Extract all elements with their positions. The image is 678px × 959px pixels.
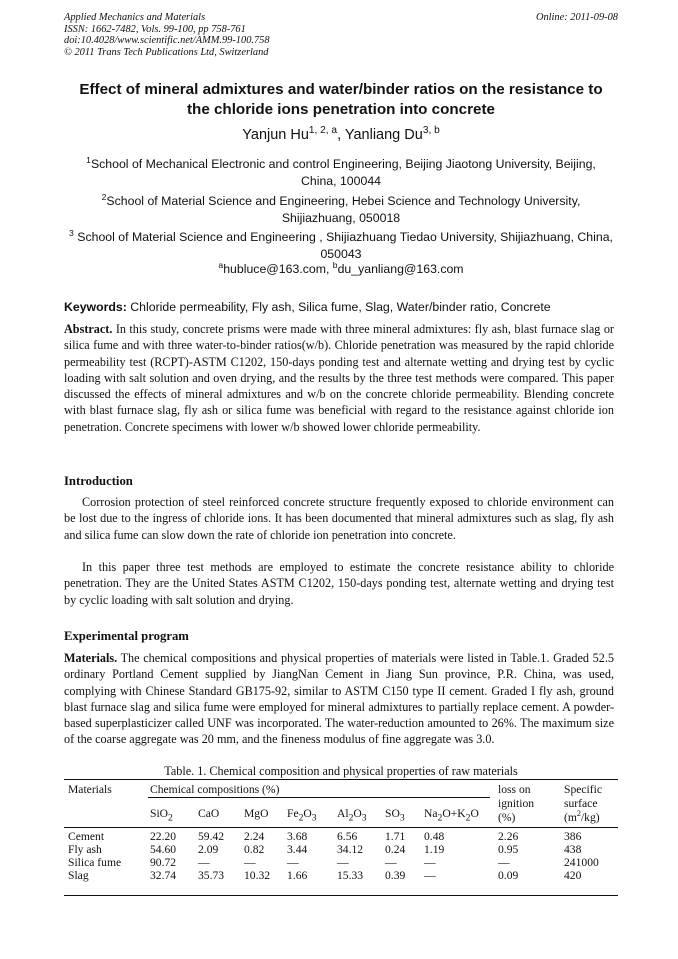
cell-mgo: 10.32 [244,869,271,882]
cell-fe2o3: 3.68 [287,830,308,843]
materials-paragraph [64,650,614,748]
cell-al2o3: 34.12 [337,843,364,856]
copyright-line: © 2011 Trans Tech Publications Ltd, Switzerland [64,46,269,58]
cell-al2o3: — [337,856,349,869]
cell-na2o-k2o: — [424,856,436,869]
cell-material: Cement [68,830,105,843]
abstract-label: Abstract. [64,322,113,336]
cell-so3: 1.71 [385,830,406,843]
abstract-text: In this study, concrete prisms were made with three mineral admixtures: fly ash, blast furnace slag or silica fume and with three water-to-binder ratios(w/b). Chloride penetration was measured by the rapid chloride permeability test (RCPT)-ASTM C1202, 150-days ponding test and alternate wetting and drying test by cyclic loading with salt solution and oven drying, and the results by the three test methods were compared. This paper discussed the effects of mineral admixtures and w/b on the concrete chloride permeability. Blending concrete with blast furnace slag, fly ash or silica fume was beneficial with regard to the resistance against chloride ion penetration. Concrete specimens with lower w/b showed lower chloride permeability. [64,322,614,434]
subheader-fe2o3: $Fe_2O_3$ [287,807,317,824]
cell-cao: 2.09 [198,843,219,856]
subheader-al2o3: $Al_2O_3$ [337,807,367,824]
cell-so3: 0.39 [385,869,406,882]
subheader-na2o-k2o: $Na_2O+K_2O$ [424,807,479,824]
header-loss-line-3: (%) [498,811,516,824]
affiliation-3 [64,229,618,263]
email-b: du_yanliang@163.com [337,262,464,276]
journal-name: Applied Mechanics and Materials [64,12,206,23]
keywords-label: Keywords: [64,300,127,314]
subheader-so3: $SO_3$ [385,807,405,824]
materials-label: Materials. [64,651,118,665]
cell-loss: 2.26 [498,830,519,843]
affiliation-1-line-1: School of Mechanical Electronic and control Engineering, Beijing Jiaotong University, Beijing, [90,157,596,171]
experimental-heading: Experimental program [64,629,189,643]
header-specific-line-1: Specific [564,783,602,796]
cell-fe2o3: — [287,856,299,869]
intro-paragraph-2: In this paper three test methods are employed to estimate the concrete resistance ability to chloride penetration. They are the United States ASTM C1202, 150-days ponding test, alternate wetting and drying test by cyclic loading with salt solution and drying. [64,560,614,607]
cell-mgo: — [244,856,256,869]
online-date: Online: 2011-09-08 [535,12,618,23]
cell-so3: 0.24 [385,843,406,856]
cell-na2o-k2o: — [424,869,436,882]
cell-specific-surface: 241000 [564,856,599,869]
keywords-line [64,300,618,314]
cell-cao: — [198,856,210,869]
header-loss-line-1: loss on [498,783,531,796]
affiliation-1-line-2: China, 100044 [301,174,381,188]
cell-na2o-k2o: 1.19 [424,843,445,856]
cell-mgo: 2.24 [244,830,265,843]
header-specific-line-2: surface [564,797,598,810]
table-header-rule [64,827,618,828]
cell-sio2: 32.74 [150,869,177,882]
affiliation-2-line-2: Shijiazhuang, 050018 [281,211,401,225]
affiliation-2-sup: 2 [101,191,107,202]
cell-material: Silica fume [68,856,122,869]
cell-loss: 0.95 [498,843,519,856]
header-loss-line-2: ignition [498,797,535,810]
cell-sio2: 22.20 [150,830,177,843]
table-chem-rule [148,797,490,798]
issn-line: ISSN: 1662-7482, Vols. 99-100, pp 758-761 [64,23,246,35]
cell-al2o3: 15.33 [337,869,364,882]
cell-fe2o3: 3.44 [287,843,308,856]
author-1-sup: 1, 2, a [308,125,338,137]
email-a: hubluce@163.com, [223,262,333,276]
cell-al2o3: 6.56 [337,830,358,843]
author-2-name: Yanliang Du [344,127,423,143]
affiliation-2 [64,193,618,227]
affiliation-2-line-1: School of Material Science and Engineering, Hebei Science and Technology University, [106,194,581,208]
doi-line: doi:10.4028/www.scientific.net/AMM.99-100.758 [64,35,270,47]
author-separator: , [337,127,345,143]
cell-na2o-k2o: 0.48 [424,830,445,843]
cell-specific-surface: 386 [564,830,582,843]
cell-material: Fly ash [68,843,102,856]
paper-title [64,80,618,120]
table-bottom-rule [64,895,618,896]
cell-sio2: 90.72 [150,856,177,869]
header-materials: Materials [68,783,112,796]
cell-sio2: 54.60 [150,843,177,856]
cell-fe2o3: 1.66 [287,869,308,882]
table-caption: Table. 1. Chemical composition and physical properties of raw materials [164,764,518,778]
table-top-rule [64,779,618,780]
subheader-mgo: MgO [244,807,269,820]
affiliation-3-sup: 3 [69,227,74,238]
author-1-name: Yanjun Hu [242,127,309,143]
keywords-text: Chloride permeability, Fly ash, Silica fume, Slag, Water/binder ratio, Concrete [126,300,551,314]
cell-cao: 59.42 [198,830,225,843]
subheader-sio2: SiO$_2$ [150,807,173,824]
cell-loss: — [498,856,510,869]
author-line [64,127,618,143]
materials-text: The chemical compositions and physical properties of materials were listed in Table.1. Graded 52.5 ordinary Portland Cement supplied by JiangNan Cement in Jiang Sun province, P.R. China, was used, complying with Chinese Standard GB175-92, similar to ASTM C150 type II cement. Graded I fly ash, ground blast furnace slag and silica fume were employed for mineral admixtures to partially replace cement. A powder-based superplasticizer called UNF was incorporated. The water-reduction amounted to 26%. The maximum size of the coarse aggregate was 20 mm, and the fineness modulus of fine aggregate was 3.0. [64,651,614,747]
header-specific-line-3: $(m^2/kg)$ [564,809,600,824]
author-2-sup: 3, b [422,125,440,137]
abstract-paragraph [64,321,614,435]
email-b-sup: b [332,259,338,270]
email-a-sup: a [218,259,224,270]
affiliation-1 [64,156,618,190]
subheader-cao: CaO [198,807,220,820]
cell-specific-surface: 438 [564,843,582,856]
intro-paragraph-1: Corrosion protection of steel reinforced concrete structure frequently exposed to chloride environment can be lost due to the ingress of chloride ions. It has been documented that mineral admixtures such as slag, fly ash and silica fume can slow down the rate of chloride ion penetration into concrete. [64,495,614,542]
email-line [64,259,618,276]
title-line-1: Effect of mineral admixtures and water/binder ratios on the resistance to [79,81,603,98]
cell-specific-surface: 420 [564,869,582,882]
introduction-heading: Introduction [64,474,133,488]
cell-cao: 35.73 [198,869,225,882]
journal-header [64,12,618,58]
cell-so3: — [385,856,397,869]
cell-material: Slag [68,869,89,882]
cell-loss: 0.09 [498,869,519,882]
affiliation-3-line-1: School of Material Science and Engineering , Shijiazhuang Tiedao University, Shijiazhuang, China, [73,230,613,244]
cell-mgo: 0.82 [244,843,265,856]
header-chemical-compositions: Chemical compositions (%) [150,783,280,796]
title-line-2: the chloride ions penetration into concrete [186,101,495,118]
affiliation-1-sup: 1 [86,154,91,165]
affiliation-3-line-2: 050043 [320,247,362,261]
